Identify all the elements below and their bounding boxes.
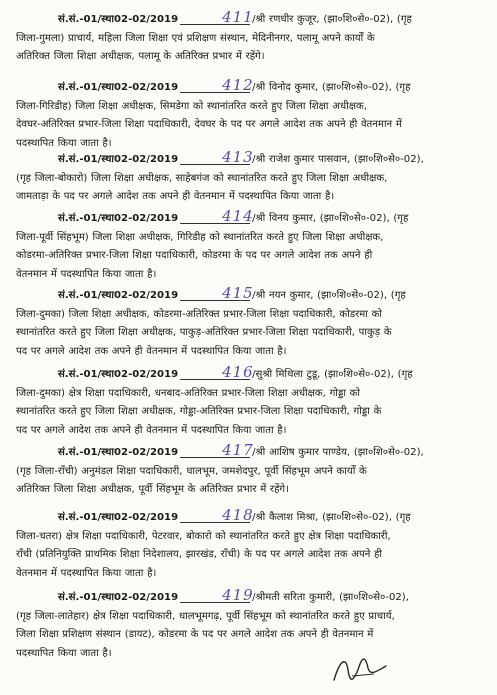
- entry-line: अतिरिक्त जिला शिक्षा अधीक्षक, पलामू के अतिरिक्त प्रभार में रहेंगे।: [16, 51, 265, 62]
- handwritten-number: 414: [180, 209, 250, 224]
- order-entry-414: सं.सं.-01/स्था02-02/2019 414/श्री विनय कुमार, (झा०शि०से०-02), (गृह जिला-पूर्वी सिंहभूम) जिला शिक्षा अधीक्षक, गिरिडीह को स्थानांतरित करते हुए जिला शिक्षा अधीक्षक, कोडरमा-अतिरिक्त प्रभार-जिला शिक्षा पदाधिकारी, कोडरमा के पद पर अगले आदेश तक अपने ही वेतनमान में पदस्थापित किया जाता है।: [16, 209, 484, 284]
- handwritten-number: 412: [180, 78, 250, 93]
- entry-line: राँची (प्रतिनियुक्ति प्राथमिक शिक्षा निदेशालय, झारखंड, राँची) के पद पर अगले आदेश तक अपने ही: [16, 549, 383, 560]
- order-entry-418: सं.सं.-01/स्था02-02/2019 418/श्री कैलाश मिश्रा, (झा०शि०से०-02), (गृह जिला-चतरा) क्षेत्र शिक्षा पदाधिकारी, पेटरवार, बोकारो को स्थानांतरित करते हुए क्षेत्र शिक्षा पदाधिकारी, राँची (प्रतिनियुक्ति प्राथमिक शिक्षा निदेशालय, झारखंड, राँची) के पद पर अगले आदेश तक अपने ही वेतनमान में पदस्थापित किया जाता है।: [16, 508, 484, 583]
- entry-line: जामताड़ा के पद पर अगले आदेश तक अपने ही वेतनमान में पदस्थापित किया जाता है।: [16, 191, 335, 202]
- reference-number: सं.सं.-01/स्था02-02/2019: [58, 512, 179, 523]
- entry-line: देवघर-अतिरिक्त प्रभार-जिला शिक्षा पदाधिकारी, देवघर के पद पर अगले आदेश तक अपने ही वेतनमान में: [16, 119, 402, 130]
- entry-line: जिला-पूर्वी सिंहभूम) जिला शिक्षा अधीक्षक, गिरिडीह को स्थानांतरित करते हुए जिला शिक्षा अधीक्षक,: [16, 231, 384, 243]
- reference-number: सं.सं.-01/स्था02-02/2019: [58, 592, 179, 603]
- handwritten-number: 417: [180, 443, 250, 458]
- order-entry-417: सं.सं.-01/स्था02-02/2019 417/श्री आशिष कुमार पाण्डेय, (झा०शि०से०-02), (गृह जिला-राँची) अनुमंडल शिक्षा पदाधिकारी, धालभूम, जमशेदपुर, पूर्वी सिंहभूम अपने कार्यों के अतिरिक्त जिला शिक्षा अधीक्षक, पूर्वी सिंहभूम के अतिरिक्त प्रभार में रहेंगे।: [16, 443, 484, 500]
- entry-line: जिला-गुमला) प्राचार्य, महिला जिला शिक्षा एवं प्रशिक्षण संस्थान, मेदिनीनगर, पलामू अपने कार्यों के: [16, 32, 375, 44]
- entry-line: (गृह जिला-बोकारो) जिला शिक्षा अधीक्षक, साहेबगंज को स्थानांतरित करते हुए जिला शिक्षा अधीक्षक,: [16, 172, 388, 184]
- reference-number: सं.सं.-01/स्था02-02/2019: [58, 213, 179, 224]
- entry-line: पद पर अगले आदेश तक अपने ही वेतनमान में पदस्थापित किया जाता है।: [16, 424, 287, 436]
- reference-number: सं.सं.-01/स्था02-02/2019: [58, 14, 179, 25]
- entry-line: पदस्थापित किया जाता है।: [16, 647, 112, 659]
- entry-line: जिला-चतरा) क्षेत्र शिक्षा पदाधिकारी, पेटरवार, बोकारो को स्थानांतरित करते हुए क्षेत्र शिक्षा पदाधिकारी,: [16, 530, 391, 542]
- entry-line: स्थानांतरित करते हुए जिला शिक्षा अधीक्षक, गोड्डा-अतिरिक्त प्रभार-जिला शिक्षा पदाधिकारी, गोड्डा के: [16, 406, 382, 417]
- order-entry-413: सं.सं.-01/स्था02-02/2019 413/श्री राजेश कुमार पासवान, (झा०शि०से०-02), (गृह जिला-बोकारो) जिला शिक्षा अधीक्षक, साहेबगंज को स्थानांतरित करते हुए जिला शिक्षा अधीक्षक, जामताड़ा के पद पर अगले आदेश तक अपने ही वेतनमान में पदस्थापित किया जाता है।: [16, 150, 484, 207]
- order-entry-411: सं.सं.-01/स्था02-02/2019 411/श्री रणधीर कुजूर, (झा०शि०से०-02), (गृह जिला-गुमला) प्राचार्य, महिला जिला शिक्षा एवं प्रशिक्षण संस्थान, मेदिनीनगर, पलामू अपने कार्यों के अतिरिक्त जिला शिक्षा अधीक्षक, पलामू के अतिरिक्त प्रभार में रहेंगे।: [16, 10, 484, 67]
- reference-number: सं.सं.-01/स्था02-02/2019: [58, 447, 179, 458]
- handwritten-number: 419: [180, 588, 250, 603]
- signature-icon: [330, 650, 390, 686]
- entry-line: जिला-गिरिडीह) जिला शिक्षा अधीक्षक, सिमडेगा को स्थानांतरित करते हुए जिला शिक्षा अधीक्षक,: [16, 100, 367, 112]
- entry-line: वेतनमान में पदस्थापित किया जाता है।: [16, 567, 157, 579]
- reference-number: सं.सं.-01/स्था02-02/2019: [58, 290, 179, 301]
- handwritten-number: 415: [180, 286, 250, 301]
- order-entry-416: सं.सं.-01/स्था02-02/2019 416/सुश्री मिथिला टुडू, (झा०शि०से०-02), (गृह जिला-दुमका) क्षेत्र शिक्षा पदाधिकारी, धनबाद-अतिरिक्त प्रभार-जिला शिक्षा अधीक्षक, गोड्डा को स्थानांतरित करते हुए जिला शिक्षा अधीक्षक, गोड्डा-अतिरिक्त प्रभार-जिला शिक्षा पदाधिकारी, गोड्डा के पद पर अगले आदेश तक अपने ही वेतनमान में पदस्थापित किया जाता है।: [16, 365, 484, 440]
- entry-line: (गृह जिला-राँची) अनुमंडल शिक्षा पदाधिकारी, धालभूम, जमशेदपुर, पूर्वी सिंहभूम अपने कार्यों के: [16, 465, 367, 477]
- handwritten-number: 418: [180, 508, 250, 523]
- entry-line: पदस्थापित किया जाता है।: [16, 137, 112, 149]
- entry-line: कोडरमा-अतिरिक्त प्रभार-जिला शिक्षा पदाधिकारी, कोडरमा के पद पर अगले आदेश तक अपने ही: [16, 250, 373, 261]
- entry-line: (गृह जिला-लातेहार) क्षेत्र शिक्षा पदाधिकारी, धालभूमगढ़, पूर्वी सिंहभूम को स्थानांतरित करते हुए प्राचार्य,: [16, 610, 395, 622]
- reference-number: सं.सं.-01/स्था02-02/2019: [58, 369, 179, 380]
- order-entry-415: सं.सं.-01/स्था02-02/2019 415/श्री नयन कुमार, (झा०शि०से०-02), (गृह जिला-दुमका) जिला शिक्षा अधीक्षक, कोडरमा-अतिरिक्त प्रभार-जिला शिक्षा पदाधिकारी, कोडरमा को स्थानांतरित करते हुए जिला शिक्षा अधीक्षक, पाकुड़-अतिरिक्त प्रभार-जिला शिक्षा पदाधिकारी, पाकुड़ के पद पर अगले आदेश तक अपने ही वेतनमान में पदस्थापित किया जाता है।: [16, 286, 484, 361]
- handwritten-number: 416: [180, 365, 250, 380]
- handwritten-number: 411: [180, 10, 250, 25]
- entry-line: जिला शिक्षा प्रशिक्षण संस्थान (डायट), कोडरमा के पद पर अगले आदेश तक अपने ही वेतनमान में: [16, 629, 374, 640]
- entry-line: अतिरिक्त जिला शिक्षा अधीक्षक, पूर्वी सिंहभूम के अतिरिक्त प्रभार में रहेंगे।: [16, 484, 289, 495]
- reference-number: सं.सं.-01/स्था02-02/2019: [58, 82, 179, 93]
- order-entry-412: सं.सं.-01/स्था02-02/2019 412/श्री विनोद कुमार, (झा०शि०से०-02), (गृह जिला-गिरिडीह) जिला शिक्षा अधीक्षक, सिमडेगा को स्थानांतरित करते हुए जिला शिक्षा अधीक्षक, देवघर-अतिरिक्त प्रभार-जिला शिक्षा पदाधिकारी, देवघर के पद पर अगले आदेश तक अपने ही वेतनमान में पदस्थापित किया जाता है।: [16, 78, 484, 153]
- reference-number: सं.सं.-01/स्था02-02/2019: [58, 154, 179, 165]
- entry-line: जिला-दुमका) क्षेत्र शिक्षा पदाधिकारी, धनबाद-अतिरिक्त प्रभार-जिला शिक्षा अधीक्षक, गोड्डा को: [16, 387, 361, 399]
- entry-line: जिला-दुमका) जिला शिक्षा अधीक्षक, कोडरमा-अतिरिक्त प्रभार-जिला शिक्षा पदाधिकारी, कोडरमा को: [16, 308, 382, 320]
- handwritten-number: 413: [180, 150, 250, 165]
- entry-line: पद पर अगले आदेश तक अपने ही वेतनमान में पदस्थापित किया जाता है।: [16, 345, 287, 357]
- entry-line: स्थानांतरित करते हुए जिला शिक्षा अधीक्षक, पाकुड़-अतिरिक्त प्रभार-जिला शिक्षा पदाधिकारी, पाकुड़ के: [16, 327, 392, 338]
- entry-line: वेतनमान में पदस्थापित किया जाता है।: [16, 268, 157, 280]
- order-entry-419: सं.सं.-01/स्था02-02/2019 419/श्रीमती सरिता कुमारी, (झा०शि०से०-02), (गृह जिला-लातेहार) क्षेत्र शिक्षा पदाधिकारी, धालभूमगढ़, पूर्वी सिंहभूम को स्थानांतरित करते हुए प्राचार्य, जिला शिक्षा प्रशिक्षण संस्थान (डायट), कोडरमा के पद पर अगले आदेश तक अपने ही वेतनमान में पदस्थापित किया जाता है।: [16, 588, 484, 663]
